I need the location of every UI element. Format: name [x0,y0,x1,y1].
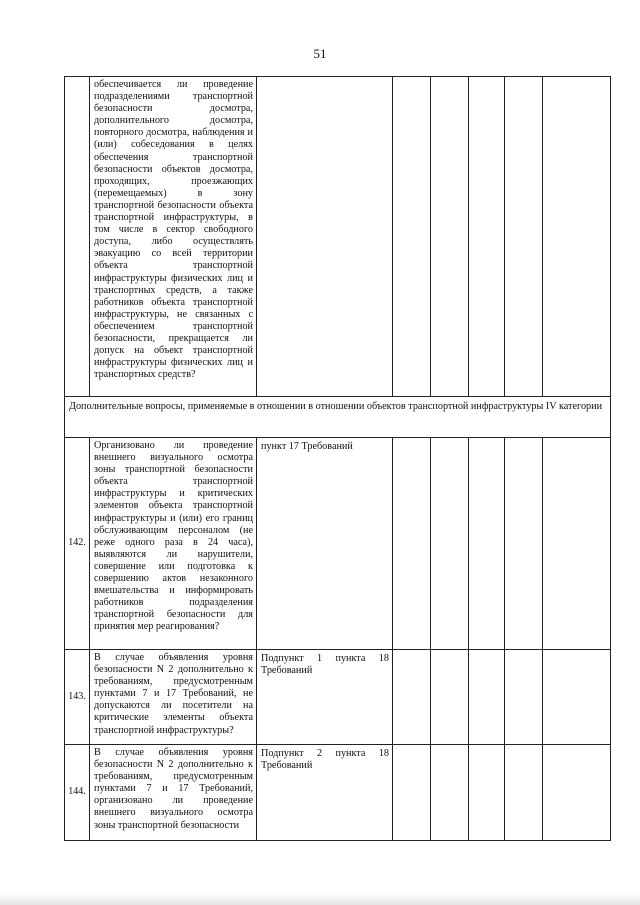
notes-cell [543,438,611,650]
requirement-reference: пункт 17 Требований [257,438,393,650]
requirement-reference [257,77,393,397]
answer-cell [431,650,469,745]
question-text: В случае объявления уровня безопасности N 2 дополнительно к требованиям, предусмотренным пунктами 7 и 17 Требований, не допускаются ли посетители на критические элементы объекта транспортной инфраструктуры? [90,650,257,745]
requirement-reference: Подпункт 1 пункта 18 Требований [257,650,393,745]
row-number: 144. [65,745,90,841]
question-text: Организовано ли проведение внешнего визуального осмотра зоны транспортной безопасности объекта транспортной инфраструктуры и критических элементов объекта транспортной инфраструктуры и (или) его границ обслуживающим персоналом (не реже одного раза в 24 часа), выявляются ли нарушители, совершение или подготовка к совершению актов незаконного вмешательства и информировать работников подразделения транспортной безопасности для принятия мер реагирования? [90,438,257,650]
answer-cell [393,650,431,745]
checklist-table [64,76,611,841]
notes-cell [543,77,611,397]
notes-cell [543,745,611,841]
answer-cell [469,77,505,397]
answer-cell [505,77,543,397]
answer-cell [431,745,469,841]
section-header-row [65,397,611,438]
question-text: обеспечивается ли проведение подразделениями транспортной безопасности досмотра, дополнительного досмотра, повторного досмотра, наблюдения и (или) собеседования в целях обеспечения транспортной безопасности объектов досмотра, проходящих, проезжающих (перемещаемых) в зону транспортной безопасности объекта транспортной инфраструктуры, в том числе в сектор свободного доступа, либо осуществлять эвакуацию со всей территории объекта транспортной инфраструктуры физических лиц и транспортных средств, а также работников объекта транспортной инфраструктуры, не связанных с обеспечением транспортной безопасности, прекращается ли допуск на объект транспортной инфраструктуры физических лиц и транспортных средств? [90,77,257,397]
answer-cell [505,745,543,841]
row-number: 143. [65,650,90,745]
page-number: 51 [313,46,327,61]
answer-cell [469,745,505,841]
answer-cell [431,438,469,650]
notes-cell [543,650,611,745]
answer-cell [431,77,469,397]
table-row [65,77,611,397]
answer-cell [393,745,431,841]
row-number: 142. [65,438,90,650]
answer-cell [469,438,505,650]
row-number [65,77,90,397]
scan-edge [0,893,640,905]
answer-cell [393,77,431,397]
requirement-reference: Подпункт 2 пункта 18 Требований [257,745,393,841]
table-row [65,745,611,841]
answer-cell [505,650,543,745]
answer-cell [469,650,505,745]
question-text: В случае объявления уровня безопасности N 2 дополнительно к требованиям, предусмотренным пунктами 7 и 17 Требований, организовано ли проведение внешнего визуального осмотра зоны транспортной безопасности [90,745,257,841]
table-row [65,438,611,650]
table-row [65,650,611,745]
section-heading: Дополнительные вопросы, применяемые в отношении в отношении объектов транспортной инфраструктуры IV категории [65,397,611,438]
answer-cell [505,438,543,650]
answer-cell [393,438,431,650]
